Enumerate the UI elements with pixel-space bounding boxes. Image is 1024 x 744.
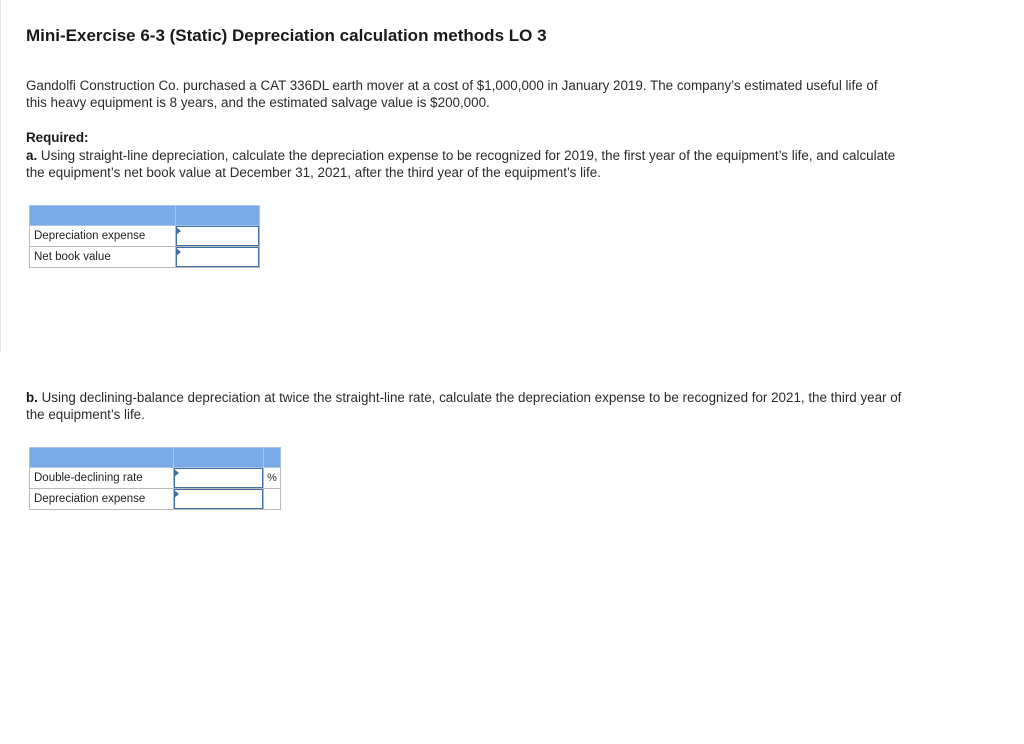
part-a-answer-table: [29, 205, 260, 268]
input-marker-icon: [176, 248, 181, 256]
part-a-text: Using straight-line depreciation, calculate the depreciation expense to be recognized for 2019, the first year of the equipment’s life, and calculate the equipment’s net book value at December 31, 2021, after the third year of the equipment’s life.: [26, 148, 896, 180]
part-b-answer-table: [29, 447, 281, 510]
answer-cell: [176, 226, 260, 247]
part-b-text: Using declining-balance depreciation at twice the straight-line rate, calculate the depreciation expense to be recognized for 2021, the third year of the equipment’s life.: [26, 390, 902, 422]
problem-intro: Gandolfi Construction Co. purchased a CAT 336DL earth mover at a cost of $1,000,000 in January 2019. The company’s estimated useful life of this heavy equipment is 8 years, and the estimated salvage value is $200,000.: [26, 78, 878, 110]
double-declining-rate-input[interactable]: [174, 468, 263, 488]
part-b-marker: b.: [26, 390, 38, 405]
answer-cell: [176, 247, 260, 268]
input-marker-icon: [174, 490, 179, 498]
table-header-cell: [174, 448, 264, 468]
table-header-row: [30, 206, 260, 226]
table-row: [30, 489, 281, 510]
depreciation-expense-input[interactable]: [176, 226, 259, 246]
table-row: [30, 226, 260, 247]
table-header-cell: [30, 448, 174, 468]
depreciation-expense-b-label: Depreciation expense: [30, 489, 174, 510]
required-heading: Required:: [26, 130, 89, 145]
table-header-cell: [30, 206, 176, 226]
input-marker-icon: [174, 469, 179, 477]
page-title: Mini-Exercise 6-3 (Static) Depreciation calculation methods LO 3: [26, 26, 547, 45]
part-a-question: [26, 147, 906, 181]
input-marker-icon: [176, 227, 181, 235]
table-row: [30, 247, 260, 268]
double-declining-rate-label: Double-declining rate: [30, 468, 174, 489]
percent-unit-label: %: [264, 468, 281, 489]
table-header-cell: [264, 448, 281, 468]
depreciation-expense-label: Depreciation expense: [30, 226, 176, 247]
table-row: [30, 468, 281, 489]
unit-cell: [264, 489, 281, 510]
table-header-cell: [176, 206, 260, 226]
table-header-row: [30, 448, 281, 468]
part-a-marker: a.: [26, 148, 38, 163]
answer-cell: [174, 468, 264, 489]
net-book-value-label: Net book value: [30, 247, 176, 268]
part-b-question: [26, 389, 906, 423]
net-book-value-input[interactable]: [176, 247, 259, 267]
answer-cell: [174, 489, 264, 510]
left-divider: [0, 0, 1, 352]
depreciation-expense-b-input[interactable]: [174, 489, 263, 509]
